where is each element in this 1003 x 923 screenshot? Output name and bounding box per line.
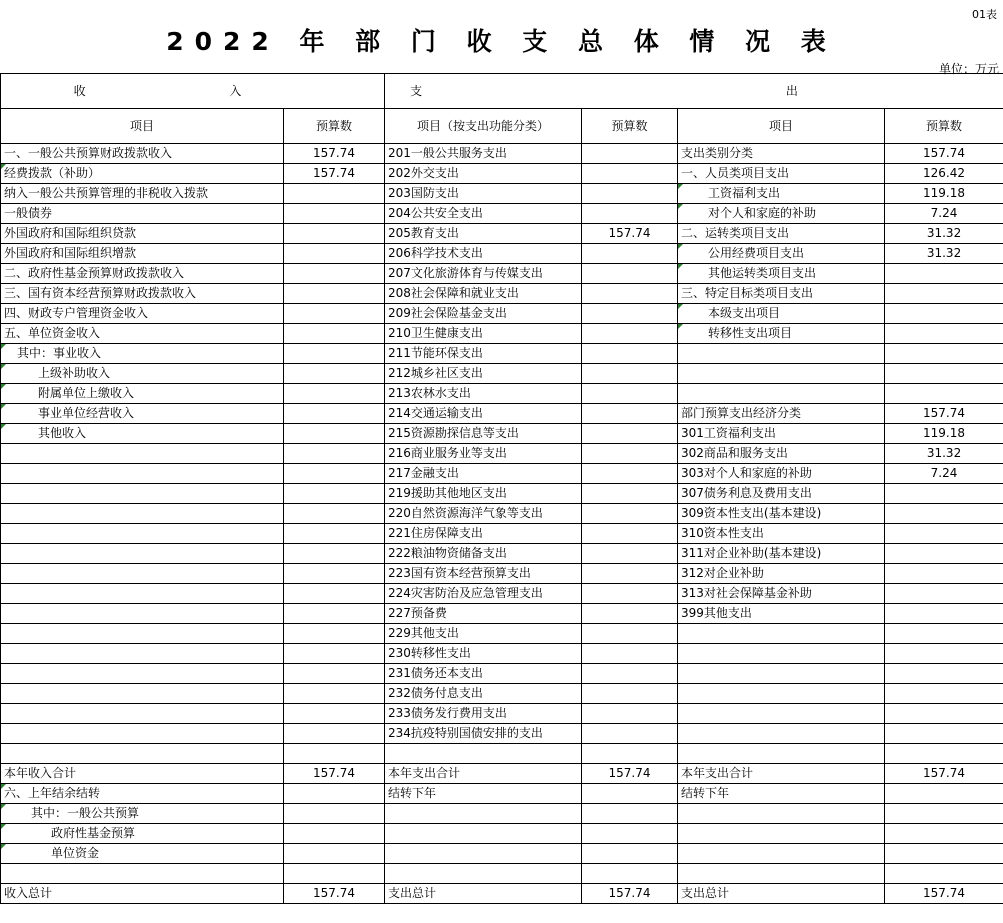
item-cell: [1, 864, 284, 884]
table-row: [1, 744, 1003, 764]
header-row-sub: [1, 109, 1003, 144]
item-cell: [1, 544, 284, 564]
budget-cell: [582, 544, 678, 564]
item-cell: 本年支出合计: [678, 764, 885, 784]
item-cell: 309资本性支出(基本建设): [678, 504, 885, 524]
item-cell: 部门预算支出经济分类: [678, 404, 885, 424]
header-row-main: [1, 74, 1003, 109]
item-cell: 支出类别分类: [678, 144, 885, 164]
item-cell: 其中：事业收入: [1, 344, 284, 364]
item-cell: 上级补助收入: [1, 364, 284, 384]
item-cell: 政府性基金预算: [1, 824, 284, 844]
budget-cell: [582, 704, 678, 724]
item-cell: 本年支出合计: [385, 764, 582, 784]
item-cell: [1, 604, 284, 624]
budget-cell: 157.74: [284, 144, 385, 164]
budget-cell: [284, 444, 385, 464]
budget-cell: 119.18: [885, 184, 1003, 204]
budget-cell: [582, 404, 678, 424]
budget-cell: [284, 324, 385, 344]
item-cell: 223国有资本经营预算支出: [385, 564, 582, 584]
budget-cell: [582, 584, 678, 604]
table-row: [1, 644, 1003, 664]
item-cell: [678, 344, 885, 364]
item-cell: 二、政府性基金预算财政拨款收入: [1, 264, 284, 284]
table-row: [1, 624, 1003, 644]
table-row: [1, 724, 1003, 744]
item-cell: 219援助其他地区支出: [385, 484, 582, 504]
budget-cell: 7.24: [885, 464, 1003, 484]
budget-cell: [582, 644, 678, 664]
table-row: [1, 564, 1003, 584]
item-cell: [678, 664, 885, 684]
budget-cell: [885, 804, 1003, 824]
table-row: [1, 224, 1003, 244]
item-cell: 结转下年: [678, 784, 885, 804]
item-cell: [678, 744, 885, 764]
item-cell: 205教育支出: [385, 224, 582, 244]
table-row: [1, 264, 1003, 284]
item-cell: 216商业服务业等支出: [385, 444, 582, 464]
item-cell: 二、运转类项目支出: [678, 224, 885, 244]
item-cell: 210卫生健康支出: [385, 324, 582, 344]
item-cell: 本年收入合计: [1, 764, 284, 784]
budget-cell: [582, 444, 678, 464]
item-cell: 公用经费项目支出: [678, 244, 885, 264]
item-cell: 313对社会保障基金补助: [678, 584, 885, 604]
item-cell: 收入总计: [1, 884, 284, 904]
budget-cell: [284, 664, 385, 684]
item-cell: 209社会保险基金支出: [385, 304, 582, 324]
budget-cell: [885, 284, 1003, 304]
item-cell: 211节能环保支出: [385, 344, 582, 364]
budget-cell: [284, 184, 385, 204]
item-cell: 一、一般公共预算财政拨款收入: [1, 144, 284, 164]
item-cell: [1, 744, 284, 764]
item-cell: 结转下年: [385, 784, 582, 804]
income-header: 收 入: [1, 74, 385, 109]
table-row: [1, 284, 1003, 304]
econ-budget-header: 预算数: [885, 109, 1003, 144]
item-cell: 312对企业补助: [678, 564, 885, 584]
budget-cell: [885, 684, 1003, 704]
budget-cell: [582, 484, 678, 504]
budget-cell: [284, 704, 385, 724]
budget-cell: [582, 664, 678, 684]
budget-cell: [582, 184, 678, 204]
budget-cell: [284, 524, 385, 544]
budget-cell: [284, 844, 385, 864]
item-cell: 202外交支出: [385, 164, 582, 184]
budget-cell: [284, 384, 385, 404]
item-cell: 227预备费: [385, 604, 582, 624]
table-row: [1, 404, 1003, 424]
econ-item-header: 项目: [678, 109, 885, 144]
budget-cell: [885, 344, 1003, 364]
item-cell: [678, 824, 885, 844]
budget-cell: [582, 344, 678, 364]
item-cell: [1, 664, 284, 684]
budget-cell: [885, 324, 1003, 344]
table-row: [1, 164, 1003, 184]
item-cell: [1, 524, 284, 544]
item-cell: [1, 464, 284, 484]
item-cell: 212城乡社区支出: [385, 364, 582, 384]
budget-cell: [885, 564, 1003, 584]
budget-cell: 157.74: [284, 164, 385, 184]
budget-cell: [885, 524, 1003, 544]
item-cell: 307债务利息及费用支出: [678, 484, 885, 504]
budget-cell: [284, 864, 385, 884]
budget-cell: [582, 384, 678, 404]
budget-cell: [582, 464, 678, 484]
item-cell: 302商品和服务支出: [678, 444, 885, 464]
budget-cell: [284, 404, 385, 424]
budget-cell: [582, 504, 678, 524]
budget-cell: [284, 724, 385, 744]
budget-cell: [885, 724, 1003, 744]
budget-cell: 157.74: [885, 884, 1003, 904]
item-cell: [678, 844, 885, 864]
item-cell: [678, 644, 885, 664]
table-row: [1, 804, 1003, 824]
item-cell: 四、财政专户管理资金收入: [1, 304, 284, 324]
item-cell: 经费拨款（补助）: [1, 164, 284, 184]
income-budget-header: 预算数: [284, 109, 385, 144]
func-budget-header: 预算数: [582, 109, 678, 144]
table-row: [1, 424, 1003, 444]
item-cell: 208社会保障和就业支出: [385, 284, 582, 304]
budget-cell: [582, 604, 678, 624]
budget-cell: [885, 864, 1003, 884]
budget-cell: [582, 164, 678, 184]
budget-cell: [582, 804, 678, 824]
budget-cell: [885, 504, 1003, 524]
item-cell: 217金融支出: [385, 464, 582, 484]
budget-cell: [582, 324, 678, 344]
budget-cell: [885, 264, 1003, 284]
item-cell: 支出总计: [385, 884, 582, 904]
budget-cell: [885, 824, 1003, 844]
item-cell: [678, 624, 885, 644]
budget-cell: [582, 204, 678, 224]
item-cell: 三、国有资本经营预算财政拨款收入: [1, 284, 284, 304]
table-row: [1, 244, 1003, 264]
table-row: [1, 324, 1003, 344]
budget-cell: 157.74: [582, 764, 678, 784]
item-cell: [1, 704, 284, 724]
item-cell: [1, 504, 284, 524]
budget-cell: 157.74: [885, 144, 1003, 164]
budget-cell: 157.74: [284, 884, 385, 904]
table-row: [1, 824, 1003, 844]
budget-cell: [885, 364, 1003, 384]
budget-cell: [284, 244, 385, 264]
budget-cell: [284, 264, 385, 284]
budget-cell: [284, 504, 385, 524]
budget-cell: [582, 624, 678, 644]
item-cell: [1, 684, 284, 704]
income-item-header: 项目: [1, 109, 284, 144]
budget-cell: 119.18: [885, 424, 1003, 444]
budget-cell: [284, 304, 385, 324]
budget-cell: [284, 484, 385, 504]
table-row: [1, 384, 1003, 404]
item-cell: 支出总计: [678, 884, 885, 904]
item-cell: 203国防支出: [385, 184, 582, 204]
budget-cell: [284, 224, 385, 244]
budget-cell: [885, 644, 1003, 664]
budget-cell: [582, 524, 678, 544]
budget-cell: [885, 544, 1003, 564]
budget-cell: [582, 744, 678, 764]
budget-cell: [284, 284, 385, 304]
item-cell: 215资源勘探信息等支出: [385, 424, 582, 444]
item-cell: 外国政府和国际组织贷款: [1, 224, 284, 244]
budget-cell: 31.32: [885, 224, 1003, 244]
budget-cell: [885, 384, 1003, 404]
item-cell: [1, 484, 284, 504]
item-cell: [1, 584, 284, 604]
table-row: [1, 684, 1003, 704]
item-cell: 一、人员类项目支出: [678, 164, 885, 184]
item-cell: [385, 864, 582, 884]
budget-table: [0, 73, 1003, 904]
budget-cell: [582, 144, 678, 164]
budget-cell: [284, 464, 385, 484]
budget-cell: [582, 864, 678, 884]
expense-header: 支 出: [385, 74, 1003, 109]
table-row: [1, 344, 1003, 364]
item-cell: [678, 724, 885, 744]
table-row: [1, 544, 1003, 564]
document-code: 01表: [972, 8, 997, 21]
table-row: [1, 144, 1003, 164]
table-row: [1, 784, 1003, 804]
item-cell: [385, 804, 582, 824]
table-row: [1, 704, 1003, 724]
item-cell: 303对个人和家庭的补助: [678, 464, 885, 484]
item-cell: 399其他支出: [678, 604, 885, 624]
item-cell: 一般债券: [1, 204, 284, 224]
table-row: [1, 184, 1003, 204]
budget-cell: [885, 844, 1003, 864]
item-cell: 207文化旅游体育与传媒支出: [385, 264, 582, 284]
budget-cell: 157.74: [582, 224, 678, 244]
item-cell: 单位资金: [1, 844, 284, 864]
item-cell: [1, 624, 284, 644]
item-cell: 其他运转类项目支出: [678, 264, 885, 284]
budget-cell: [582, 424, 678, 444]
item-cell: 231债务还本支出: [385, 664, 582, 684]
budget-cell: 31.32: [885, 444, 1003, 464]
budget-cell: [284, 544, 385, 564]
budget-cell: [284, 204, 385, 224]
item-cell: [385, 824, 582, 844]
budget-cell: [284, 424, 385, 444]
item-cell: 本级支出项目: [678, 304, 885, 324]
item-cell: 204公共安全支出: [385, 204, 582, 224]
budget-cell: [885, 664, 1003, 684]
budget-cell: [284, 624, 385, 644]
page-title: 2022 年 部 门 收 支 总 体 情 况 表: [166, 27, 837, 56]
table-row: [1, 504, 1003, 524]
budget-cell: [885, 744, 1003, 764]
item-cell: [678, 864, 885, 884]
item-cell: 229其他支出: [385, 624, 582, 644]
item-cell: 其他收入: [1, 424, 284, 444]
budget-cell: [885, 784, 1003, 804]
budget-cell: [885, 484, 1003, 504]
item-cell: [678, 704, 885, 724]
budget-cell: [582, 264, 678, 284]
item-cell: 纳入一般公共预算管理的非税收入拨款: [1, 184, 284, 204]
item-cell: 201一般公共服务支出: [385, 144, 582, 164]
budget-cell: [284, 604, 385, 624]
item-cell: 221住房保障支出: [385, 524, 582, 544]
table-row: [1, 524, 1003, 544]
item-cell: 311对企业补助(基本建设): [678, 544, 885, 564]
budget-cell: [284, 344, 385, 364]
budget-cell: [284, 784, 385, 804]
table-row: [1, 764, 1003, 784]
item-cell: 其中：一般公共预算: [1, 804, 284, 824]
budget-cell: [582, 564, 678, 584]
item-cell: 214交通运输支出: [385, 404, 582, 424]
table-row: [1, 604, 1003, 624]
table-row: [1, 884, 1003, 904]
budget-cell: 157.74: [582, 884, 678, 904]
item-cell: [1, 644, 284, 664]
budget-cell: [885, 604, 1003, 624]
budget-cell: 157.74: [885, 764, 1003, 784]
budget-cell: [582, 364, 678, 384]
budget-cell: [885, 584, 1003, 604]
budget-cell: [284, 644, 385, 664]
item-cell: 事业单位经营收入: [1, 404, 284, 424]
budget-cell: 126.42: [885, 164, 1003, 184]
item-cell: 233债务发行费用支出: [385, 704, 582, 724]
budget-cell: 7.24: [885, 204, 1003, 224]
budget-cell: [284, 584, 385, 604]
item-cell: 六、上年结余结转: [1, 784, 284, 804]
budget-cell: [582, 684, 678, 704]
budget-cell: [284, 824, 385, 844]
budget-cell: 31.32: [885, 244, 1003, 264]
item-cell: [678, 364, 885, 384]
item-cell: [678, 384, 885, 404]
table-row: [1, 844, 1003, 864]
budget-cell: [582, 284, 678, 304]
table-row: [1, 484, 1003, 504]
item-cell: 234抗疫特别国债安排的支出: [385, 724, 582, 744]
item-cell: [678, 804, 885, 824]
budget-cell: [885, 624, 1003, 644]
item-cell: [1, 724, 284, 744]
budget-cell: [885, 304, 1003, 324]
budget-cell: [284, 744, 385, 764]
table-row: [1, 364, 1003, 384]
item-cell: [1, 564, 284, 584]
budget-cell: [284, 564, 385, 584]
table-row: [1, 664, 1003, 684]
budget-cell: [582, 784, 678, 804]
budget-cell: [582, 304, 678, 324]
item-cell: [385, 744, 582, 764]
budget-cell: [885, 704, 1003, 724]
budget-cell: [284, 684, 385, 704]
budget-cell: 157.74: [284, 764, 385, 784]
budget-cell: [284, 364, 385, 384]
table-row: [1, 864, 1003, 884]
item-cell: 对个人和家庭的补助: [678, 204, 885, 224]
table-row: [1, 464, 1003, 484]
budget-cell: 157.74: [885, 404, 1003, 424]
table-row: [1, 444, 1003, 464]
budget-cell: [582, 824, 678, 844]
func-item-header: 项目（按支出功能分类）: [385, 109, 582, 144]
item-cell: 230转移性支出: [385, 644, 582, 664]
item-cell: 工资福利支出: [678, 184, 885, 204]
item-cell: 转移性支出项目: [678, 324, 885, 344]
item-cell: 206科学技术支出: [385, 244, 582, 264]
table-row: [1, 304, 1003, 324]
item-cell: 220自然资源海洋气象等支出: [385, 504, 582, 524]
item-cell: 213农林水支出: [385, 384, 582, 404]
unit-label: 单位：万元: [938, 62, 999, 76]
budget-cell: [582, 844, 678, 864]
item-cell: 222粮油物资储备支出: [385, 544, 582, 564]
item-cell: 附属单位上缴收入: [1, 384, 284, 404]
item-cell: [1, 444, 284, 464]
item-cell: [385, 844, 582, 864]
item-cell: 外国政府和国际组织增款: [1, 244, 284, 264]
item-cell: 310资本性支出: [678, 524, 885, 544]
budget-cell: [284, 804, 385, 824]
item-cell: 301工资福利支出: [678, 424, 885, 444]
budget-cell: [582, 244, 678, 264]
item-cell: 五、单位资金收入: [1, 324, 284, 344]
budget-cell: [582, 724, 678, 744]
item-cell: 224灾害防治及应急管理支出: [385, 584, 582, 604]
item-cell: 三、特定目标类项目支出: [678, 284, 885, 304]
item-cell: [678, 684, 885, 704]
table-row: [1, 584, 1003, 604]
item-cell: 232债务付息支出: [385, 684, 582, 704]
table-row: [1, 204, 1003, 224]
